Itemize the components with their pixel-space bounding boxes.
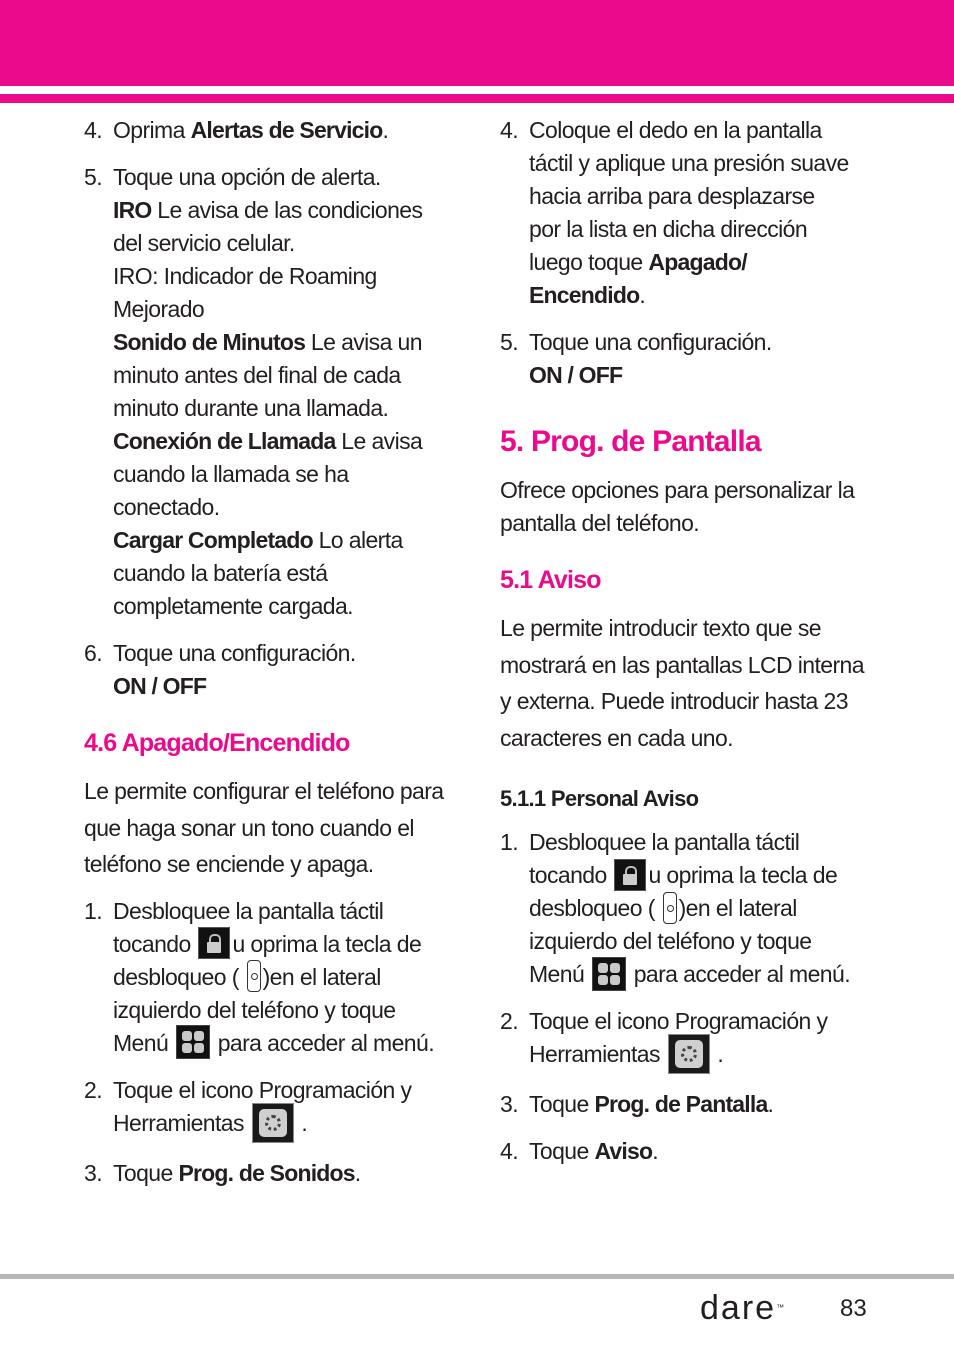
step-number: 4. [500,117,518,143]
text: para acceder al menú. [627,961,850,987]
lock-icon [198,927,230,959]
text: para acceder al menú. [211,1029,434,1056]
text: Le avisa de las condiciones [151,197,423,223]
step-number: 6. [84,640,102,666]
text: Menú [113,1029,174,1056]
conexion-line-3: conectado. [113,494,220,520]
text: izquierdo del teléfono y toque [529,928,812,954]
text: desbloqueo ( [529,895,661,921]
text: Desbloquee la pantalla táctil [113,897,384,924]
step-3-sonidos [84,1157,456,1190]
term-iro: IRO [113,197,152,223]
step-5-opcion [84,161,456,623]
text: teléfono se enciende y apaga. [84,851,374,877]
menu-term: Alertas de Servicio [190,117,383,143]
trademark: ™ [776,1303,785,1312]
text: . [354,1159,361,1186]
text: Le permite configurar el teléfono para [84,778,444,804]
step-2-icono [84,1074,456,1143]
cargar-line-2: cuando la batería está [113,560,328,586]
step-4-coloque [500,114,880,312]
settings-tools-icon [252,1103,294,1143]
text: Toque [113,1159,179,1186]
text: mostrará en las pantallas LCD interna [500,651,864,678]
text: )en el lateral [262,963,381,990]
step-5-config [500,326,880,392]
on-off-options: ON / OFF [113,673,207,699]
step-number: 5. [84,164,102,190]
text: u oprima la tecla de [232,930,422,957]
text: Desbloquee la pantalla táctil [529,829,800,855]
iro-line-2: del servicio celular. [113,230,295,256]
logo-text: dare [700,1289,777,1327]
text: tocando [113,930,197,957]
step-4-aviso [500,1135,880,1168]
text: Oprima [113,117,191,143]
iro-line-1 [113,194,456,227]
step-number: 1. [84,897,102,924]
menu-term: Apagado/ [648,249,747,275]
step-number: 1. [500,829,518,855]
pantalla-intro [500,474,880,540]
section-heading-apagado: 4.6 Apagado/Encendido [84,729,350,757]
unlock-key-icon [247,960,261,992]
menu-term: Prog. de Sonidos [178,1159,355,1186]
text: pantalla del teléfono. [500,510,700,536]
text: Herramientas [529,1041,666,1068]
text: Le avisa [335,428,423,454]
text: tocando [529,862,613,888]
text: )en el lateral [678,895,797,921]
subsection-heading-aviso: 5.1 Aviso [500,566,601,594]
step-1-desbloquee [500,826,880,991]
text: . [711,1041,724,1068]
text: Coloque el dedo en la pantalla [529,117,822,143]
text: . [295,1109,308,1136]
step-number: 2. [84,1076,102,1103]
menu-grid-icon [176,1025,210,1059]
step-text: Toque una configuración. [113,640,356,666]
term-cargar-completado: Cargar Completado [113,527,313,553]
text: Le permite introducir texto que se [500,615,821,641]
text: que haga sonar un tono cuando el [84,814,414,841]
iro-line-3: IRO: Indicador de Roaming [113,263,377,289]
text: . [382,117,389,143]
lock-icon [614,859,646,891]
header-bar [0,0,954,86]
text: y externa. Puede introducir hasta 23 [500,688,848,714]
settings-tools-icon [668,1034,710,1074]
text: Menú [529,961,590,987]
menu-term: Encendido [529,282,640,308]
text: Toque [529,1138,595,1164]
step-number: 3. [84,1159,102,1186]
text: Ofrece opciones para personalizar la [500,477,855,503]
text: izquierdo del teléfono y toque [113,996,396,1023]
text: por la lista en dicha dirección [529,216,808,242]
text: Le avisa un [305,329,422,355]
text: . [639,282,646,308]
footer-rule [0,1274,954,1279]
menu-term: Prog. de Pantalla [594,1091,768,1117]
text: hacia arriba para desplazarse [529,183,815,209]
term-conexion-llamada: Conexión de Llamada [113,428,336,454]
text: Toque el icono Programación y [529,1008,828,1034]
menu-grid-icon [592,957,626,991]
text: Lo alerta [312,527,403,553]
term-sonido-minutos: Sonido de Minutos [113,329,306,355]
text: táctil y aplique una presión suave [529,150,849,176]
text: luego toque [529,249,649,275]
left-column [84,114,456,1204]
unlock-key-icon [663,892,677,924]
menu-term: Aviso [594,1138,653,1164]
text: . [652,1138,659,1164]
text: Herramientas [113,1109,250,1136]
text: . [767,1091,774,1117]
step-number: 3. [500,1091,518,1117]
conexion-line-2: cuando la llamada se ha [113,461,349,487]
step-4-alertas [84,114,456,147]
apagado-intro [84,773,456,883]
minutos-line-1 [113,326,456,359]
step-text: Toque una configuración. [529,329,772,355]
step-text [113,114,456,147]
cargar-line-1 [113,524,456,557]
step-6-config [84,637,456,703]
section-heading-pantalla: 5. Prog. de Pantalla [500,425,761,458]
step-text: Toque una opción de alerta. [113,164,381,190]
step-number: 4. [84,117,102,143]
aviso-intro [500,610,880,756]
step-number: 5. [500,329,518,355]
step-3-pantalla [500,1088,880,1121]
text: caracteres en cada uno. [500,724,733,751]
minutos-line-3: minuto durante una llamada. [113,395,389,421]
conexion-line-1 [113,425,456,458]
subsubsection-heading-personal-aviso: 5.1.1 Personal Aviso [500,786,699,811]
text: Toque [529,1091,595,1117]
step-number: 4. [500,1138,518,1164]
text: desbloqueo ( [113,963,245,990]
step-number: 2. [500,1008,518,1034]
right-column [500,114,880,1182]
text: u oprima la tecla de [648,862,838,888]
on-off-options: ON / OFF [529,362,623,388]
dare-logo [700,1288,784,1328]
header-rule [0,94,954,103]
text: Toque el icono Programación y [113,1076,412,1103]
step-1-desbloquee [84,895,456,1060]
page-number: 83 [840,1295,867,1322]
cargar-line-3: completamente cargada. [113,593,353,619]
step-2-icono [500,1005,880,1074]
iro-line-4: Mejorado [113,296,205,322]
minutos-line-2: minuto antes del final de cada [113,362,401,388]
